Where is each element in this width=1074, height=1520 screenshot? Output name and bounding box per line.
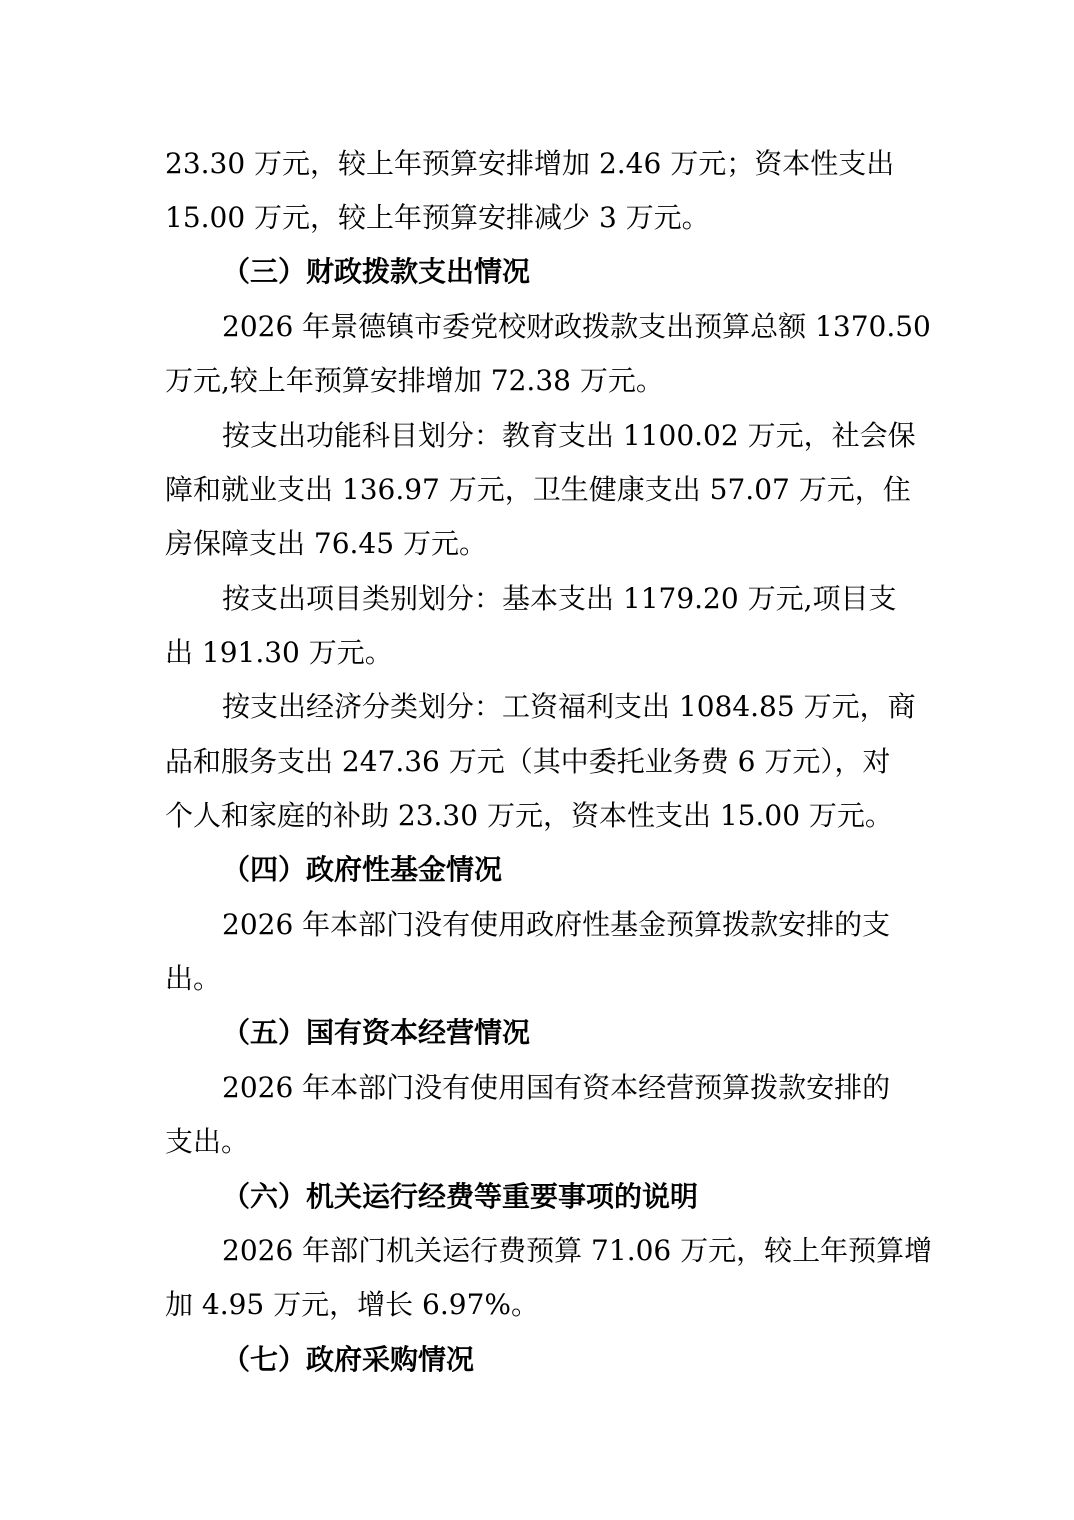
paragraph-line: 个人和家庭的补助 23.30 万元，资本性支出 15.00 万元。 <box>165 799 893 832</box>
paragraph-line: 品和服务支出 247.36 万元（其中委托业务费 6 万元），对 <box>165 745 891 778</box>
paragraph-line: 按支出项目类别划分：基本支出 1179.20 万元,项目支 <box>222 582 897 615</box>
section-heading-7: （七）政府采购情况 <box>222 1343 475 1376</box>
section-heading-3: （三）财政拨款支出情况 <box>222 255 531 288</box>
section-heading-4: （四）政府性基金情况 <box>222 853 503 886</box>
paragraph-line: 加 4.95 万元，增长 6.97%。 <box>165 1288 539 1321</box>
paragraph-line: 出。 <box>165 962 222 995</box>
paragraph-line: 支出。 <box>165 1125 250 1158</box>
section-heading-5: （五）国有资本经营情况 <box>222 1016 531 1049</box>
paragraph-line: 2026 年本部门没有使用国有资本经营预算拨款安排的 <box>222 1071 891 1104</box>
paragraph-line: 15.00 万元，较上年预算安排减少 3 万元。 <box>165 201 710 234</box>
section-heading-6: （六）机关运行经费等重要事项的说明 <box>222 1180 699 1213</box>
paragraph-line: 2026 年部门机关运行费预算 71.06 万元，较上年预算增 <box>222 1234 933 1267</box>
paragraph-line: 按支出经济分类划分：工资福利支出 1084.85 万元，商 <box>222 690 916 723</box>
paragraph-line: 2026 年景德镇市委党校财政拨款支出预算总额 1370.50 <box>222 310 931 343</box>
paragraph-line: 23.30 万元，较上年预算安排增加 2.46 万元；资本性支出 <box>165 147 895 180</box>
paragraph-line: 障和就业支出 136.97 万元，卫生健康支出 57.07 万元，住 <box>165 473 911 506</box>
paragraph-line: 万元,较上年预算安排增加 72.38 万元。 <box>165 364 664 397</box>
paragraph-line: 房保障支出 76.45 万元。 <box>165 527 487 560</box>
paragraph-line: 出 191.30 万元。 <box>165 636 393 669</box>
paragraph-line: 2026 年本部门没有使用政府性基金预算拨款安排的支 <box>222 908 891 941</box>
paragraph-line: 按支出功能科目划分：教育支出 1100.02 万元，社会保 <box>222 419 916 452</box>
